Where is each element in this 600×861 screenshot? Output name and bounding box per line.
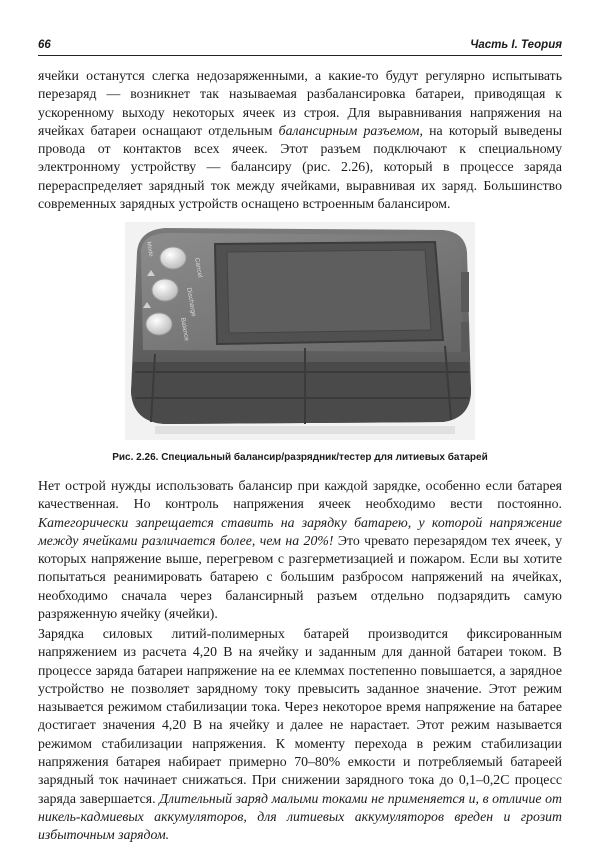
figure-caption: Рис. 2.26. Специальный балансир/разрядник/тестер для литиевых батарей: [112, 452, 488, 463]
term-balancing-connector: балансирным разъемом: [278, 122, 420, 138]
paragraph-balancing-connector: [38, 67, 562, 213]
balance-button-label: Balance: [179, 317, 191, 342]
paragraph1-text-1: ячейки останутся слегка недозаряженными, а какие-то будут регулярно испытывать перезаряд — возникнет так называемая разбалансировка батареи, приводящая к ускоренному выходу некоторых ячеек из строя. Для выравнивания напряжения на ячейках батареи оснащают отдельным: [38, 68, 562, 138]
paragraph2-text-2: Это чревато перезарядом тех ячеек, у которых напряжение выше, перегревом с разгерметизацией и пожаром. Если вы хотите попытаться реанимировать батарею с большим разбросом напряжений на ячейках, необходимо сначала через балансирный разъем отдельно подзарядить самую разряженную ячейку (ячейки).: [38, 532, 562, 622]
paragraph1-text-2: , на который выведены провода от контактов всех ячеек. Этот разъем подключают к специальному электронному устройству — балансиру (рис. 2.26), который в процессе заряда перераспределяет зарядный ток между ячейками, выравнивая их заряд. Большинство современных зарядных устройств оснащено встроенным балансиром.: [38, 122, 562, 212]
warning-text: Категорически запрещается ставить на зарядку батарею, у которой напряжение между ячейками различается более, чем на 20%!: [38, 514, 562, 548]
paragraph3-text-1: Зарядка силовых литий-полимерных батарей производится фиксированным напряжением из расчета 4,20 В на ячейку и заданным для данной батареи током. В процессе заряда батареи напряжение на ее клеммах постепенно повышается, а зарядное устройство не позволяет зарядному току превысить заданное значение. Этот режим называется режимом стабилизации тока. Через некоторое время напряжение на батарее достигает значения 4,20 В на ячейку и далее не нарастает. Этот режим называется режимом стабилизации напряжения. К моменту перехода в режим стабилизации напряжения батарея набирает примерно 70–80% емкости и потребляемый батареей зарядный ток начинает снижаться. При снижении зарядного тока до 0,1–0,2С процесс заряда завершается.: [38, 626, 562, 806]
discharge-button-label: Discharge: [185, 287, 198, 318]
figure-balancer-photo: [125, 222, 475, 440]
mode-label: Mode: [145, 241, 154, 258]
paragraph-charging-process: [38, 625, 562, 845]
note-text: Длительный заряд малыми токами не применяется и, в отличие от никель-кадмиевых аккумуляторов, для литиевых аккумуляторов вреден и грозит избыточным зарядом.: [38, 790, 562, 843]
balancer-device-image: [125, 222, 475, 440]
page-number: 66: [38, 39, 51, 51]
cancel-button-label: Cancel: [193, 257, 204, 279]
paragraph-balancer-usage: [38, 477, 562, 623]
paragraph2-text-1: Нет острой нужды использовать балансир при каждой зарядке, особенно если батарея качественная. Но контроль напряжения ячеек необходимо вести постоянно.: [38, 478, 562, 512]
running-header: [38, 37, 562, 56]
part-title: Часть I. Теория: [470, 39, 562, 51]
